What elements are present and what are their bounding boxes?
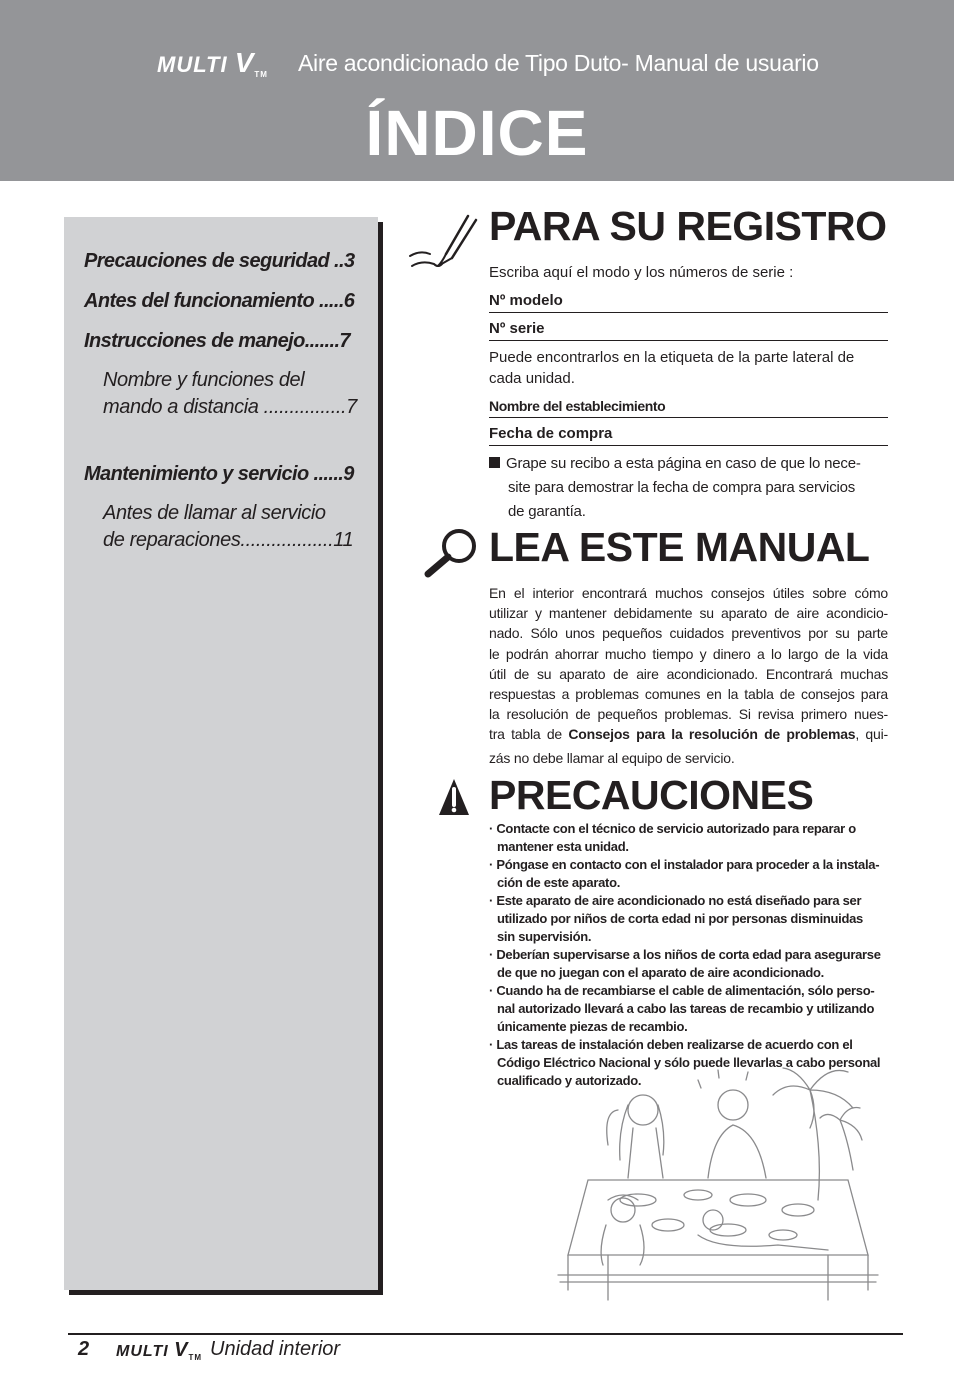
toc-panel [64, 217, 378, 1290]
manual-title: LEA ESTE MANUAL [489, 524, 870, 570]
serial-number-field[interactable]: Nº serie [489, 320, 888, 341]
toc-item-manejo[interactable]: Instrucciones de manejo.......7 [84, 330, 350, 352]
toc-item-seguridad[interactable]: Precauciones de seguridad ..3 [84, 250, 355, 272]
pen-writing-icon [408, 212, 478, 274]
list-item: · Este aparato de aire acondicionado no está diseñado para ser utilizado por niños de corta edad ni por personas disminuidas sin supervisión. [489, 893, 863, 944]
multi-v-logo: MULTI VTM [157, 47, 268, 79]
warning-icon [437, 777, 471, 817]
toc-sub-reparaciones[interactable]: Antes de llamar al servicio de reparaciones..................11 [103, 502, 354, 551]
registro-title: PARA SU REGISTRO [489, 203, 887, 249]
footer-multi-v-logo: MULTI VTM [116, 1339, 203, 1362]
header-subtitle: Aire acondicionado de Tipo Duto- Manual de usuario [298, 50, 819, 76]
footer-text: Unidad interior [210, 1338, 341, 1360]
list-item: · Cuando ha de recambiarse el cable de alimentación, sólo perso- nal autorizado llevará a cabo las tareas de recambio y utilizando únicamente piezas de recambio. [489, 983, 875, 1034]
page-title: ÍNDICE [365, 97, 589, 169]
precauciones-list [489, 820, 899, 1090]
precauciones-title: PRECAUCIONES [489, 772, 814, 818]
list-item: · Póngase en contacto con el instalador para proceder a la instala- ción de este aparato. [489, 857, 880, 890]
toc-sub-mando[interactable]: Nombre y funciones del mando a distancia ................7 [103, 369, 357, 418]
list-item: · Deberían supervisarse a los niños de corta edad para asegurarse de que no juegan con el aparato de aire acondicionado. [489, 947, 881, 980]
toc-item-funcionamiento[interactable]: Antes del funcionamiento .....6 [84, 290, 355, 312]
store-name-field[interactable]: Nombre del establecimiento [489, 398, 888, 418]
registro-intro: Escriba aquí el modo y los números de serie : [489, 264, 794, 281]
toc-item-mantenimiento[interactable]: Mantenimiento y servicio ......9 [84, 463, 354, 485]
manual-body: En el interior encontrará muchos consejos útiles sobre cómo utilizar y mantener debidamente su aparato de aire acondicio- nado. Sólo unos pequeños cuidados preventivos por su parte le podrán ahorrar mucho tiempo y dinero a lo largo de la vida útil de su aparato de aire acondicionado. Encontrará muchas respuestas a problemas comunes en la tabla de consejos para la resolución de pequeños problemas. Si revisa primero nues- tra tabla de Consejos para la resolución de problemas, qui- zás no debe llamar al equipo de servicio. [489, 585, 888, 766]
purchase-date-field[interactable]: Fecha de compra [489, 425, 888, 446]
magnifier-icon [423, 526, 481, 578]
list-item: · Contacte con el técnico de servicio autorizado para reparar o mantener esta unidad. [489, 821, 856, 854]
page-number: 2 [78, 1338, 90, 1360]
header-banner [0, 0, 954, 181]
staple-note: Grape su recibo a esta página en caso de que lo nece- site para demostrar la fecha de compra para servicios de garantía. [489, 452, 861, 524]
footer-rule [68, 1333, 903, 1335]
square-bullet-icon [489, 457, 500, 468]
model-number-field[interactable]: Nº modelo [489, 292, 888, 313]
list-item: · Las tareas de instalación deben realizarse de acuerdo con el Código Eléctrico Nacional y sólo puede llevarlas a cabo personal cualificado y autorizado. [489, 1037, 881, 1088]
registro-note: Puede encontrarlos en la etiqueta de la parte lateral de cada unidad. [489, 349, 855, 387]
